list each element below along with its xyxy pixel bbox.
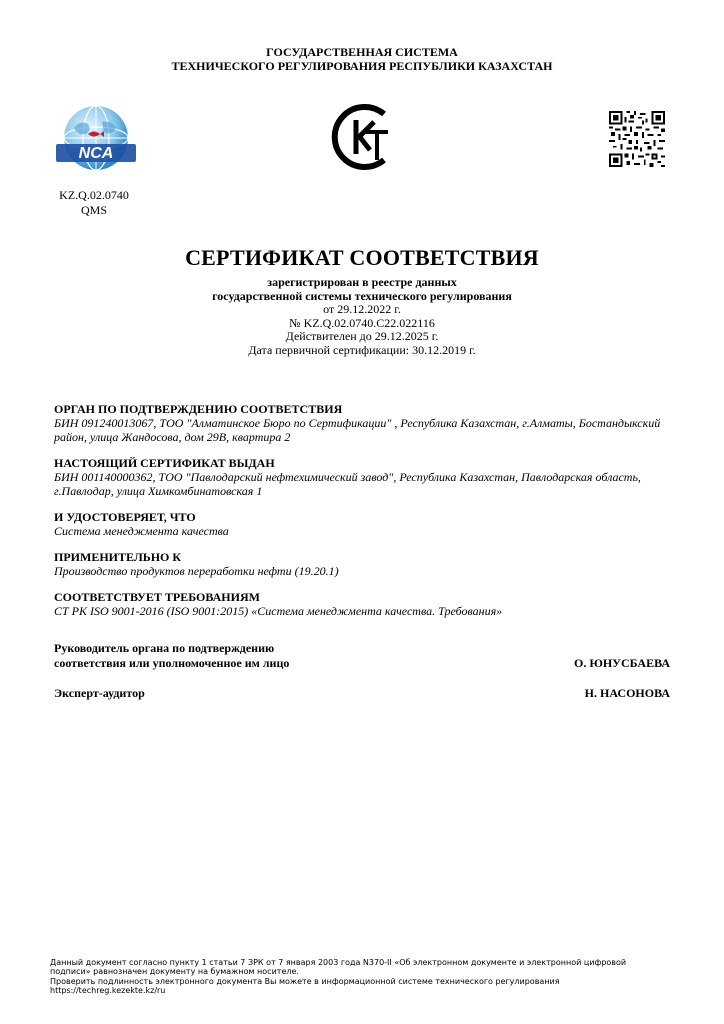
certificate-number: № KZ.Q.02.0740.C22.022116 xyxy=(289,315,435,330)
registration-line-1: зарегистрирован в реестре данных xyxy=(267,275,457,289)
section-text: Система менеджмента качества xyxy=(54,524,229,538)
section-text: БИН 091240013067, ТОО "Алматинское Бюро по Сертификации" , Республика Казахстан, г.Алматы, Бостандыкский район, улица Жандосова, дом 29В, квартира 2 xyxy=(54,416,661,444)
section-applicable-to xyxy=(54,550,674,578)
first-certification-date: Дата первичной сертификации: 30.12.2019 г. xyxy=(248,342,476,357)
footer-line-3: Проверить подлинность электронного документа Вы можете в информационной системе технического регулирования xyxy=(50,976,560,986)
registration-date: от 29.12.2022 г. xyxy=(323,302,401,316)
kz-conformity-mark-icon xyxy=(328,102,396,172)
section-requirements xyxy=(54,590,674,618)
section-certification-body xyxy=(54,402,674,444)
nca-logo-text: NCA xyxy=(78,145,114,162)
header-line-1: ГОСУДАРСТВЕННАЯ СИСТЕМА xyxy=(266,45,458,59)
scheme-code xyxy=(52,188,136,218)
signature-head-label-1: Руководитель органа по подтверждению xyxy=(54,641,275,655)
certificate-sections xyxy=(54,402,674,630)
footer-note xyxy=(50,958,690,995)
section-heading: ПРИМЕНИТЕЛЬНО К xyxy=(54,550,182,564)
section-certifies xyxy=(54,510,674,538)
registration-block xyxy=(0,276,724,357)
section-heading: И УДОСТОВЕРЯЕТ, ЧТО xyxy=(54,510,196,524)
section-issued-to xyxy=(54,456,674,498)
signature-expert-name: Н. НАСОНОВА xyxy=(584,686,670,700)
signature-head xyxy=(54,641,670,671)
signature-head-label-2: соответствия или уполномоченное им лицо xyxy=(54,656,290,670)
nca-globe-logo-icon xyxy=(52,104,140,182)
footer-link[interactable]: https://techreg.kezekte.kz/ru xyxy=(50,985,166,995)
signature-head-name: О. ЮНУСБАЕВА xyxy=(573,656,670,670)
qr-code-icon xyxy=(609,111,665,167)
header xyxy=(0,45,724,73)
footer-line-1: Данный документ согласно пункту 1 статьи 7 ЗРК от 7 января 2003 года N370-II «Об электронном документе и электронной цифровой xyxy=(50,958,627,967)
section-text: БИН 001140000362, ТОО "Павлодарский нефтехимический завод", Республика Казахстан, Павлодарская область, г.Павлодар, улица Химкомбинатовская 1 xyxy=(54,470,641,498)
scheme-code-number: KZ.Q.02.0740 xyxy=(59,188,129,202)
registration-line-2: государственной системы технического регулирования xyxy=(212,288,512,303)
scheme-code-type: QMS xyxy=(80,203,107,217)
section-heading: НАСТОЯЩИЙ СЕРТИФИКАТ ВЫДАН xyxy=(54,456,275,470)
section-heading: ОРГАН ПО ПОДТВЕРЖДЕНИЮ СООТВЕТСТВИЯ xyxy=(54,402,343,416)
valid-until: Действителен до 29.12.2025 г. xyxy=(285,329,439,343)
header-line-2: ТЕХНИЧЕСКОГО РЕГУЛИРОВАНИЯ РЕСПУБЛИКИ КАЗАХСТАН xyxy=(171,59,553,73)
certificate-title: СЕРТИФИКАТ СООТВЕТСТВИЯ xyxy=(185,245,539,270)
section-text: СТ РК ISO 9001-2016 (ISO 9001:2015) «Система менеджмента качества. Требования» xyxy=(54,604,503,618)
signature-expert xyxy=(54,686,670,701)
kz-mark-text: KZ xyxy=(328,102,330,103)
section-heading: СООТВЕТСТВУЕТ ТРЕБОВАНИЯМ xyxy=(54,590,260,604)
signature-expert-label: Эксперт-аудитор xyxy=(54,686,145,700)
footer-line-2: подписи» равнозначен документу на бумажном носителе. xyxy=(50,967,299,977)
section-text: Производство продуктов переработки нефти (19.20.1) xyxy=(54,564,339,578)
